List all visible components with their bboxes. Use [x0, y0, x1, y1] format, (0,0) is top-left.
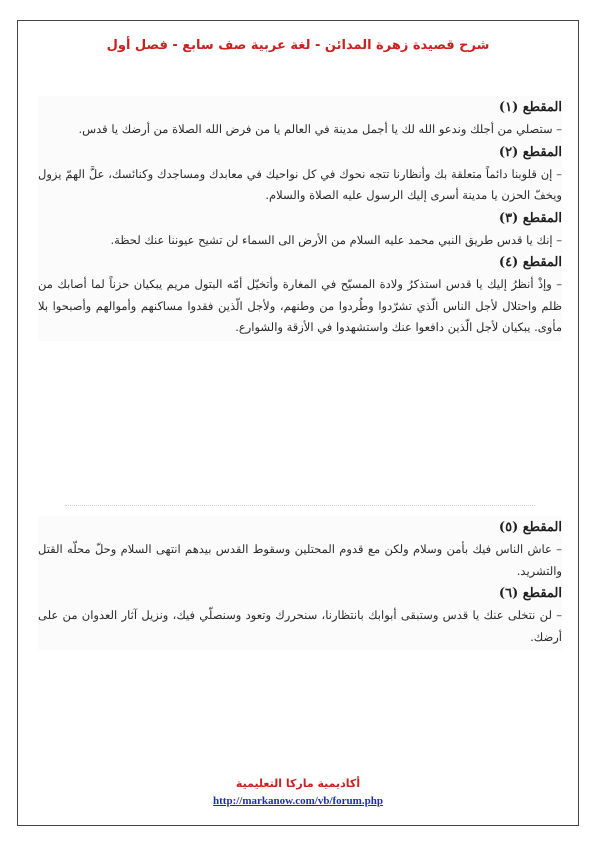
footer-forum-link[interactable]: http://markanow.com/vb/forum.php — [213, 795, 383, 807]
section-text: – إن قلوبنا دائماً متعلقة بك وأنظارنا تتجه نحوك في كل نواحيك في معابدك ومساجدك وكنائسك، علَّ الهمّ يزول ويخفّ الحزن يا مدينة أسرى إليك الرسول عليه الصلاة والسلام. — [38, 166, 562, 202]
section-text: – لن نتخلى عنك يا قدس وستبقى أبوابك بانتظارنا، سنحررك وتعود وسنصلّي فيك، ونزيل آثار العدوان من على أرضك. — [38, 608, 562, 644]
section-1 — [38, 98, 562, 141]
section-heading: المقطع (٥) — [498, 520, 562, 535]
section-heading: المقطع (٢) — [498, 144, 562, 160]
section-heading: المقطع (٤) — [498, 255, 562, 270]
section-3 — [38, 209, 562, 252]
section-divider — [65, 505, 535, 506]
footer-academy-name: أكاديمية ماركا التعليمية — [235, 777, 361, 790]
section-heading: المقطع (٣) — [498, 210, 562, 226]
section-2 — [38, 143, 562, 207]
section-heading: المقطع (١) — [498, 100, 562, 115]
section-5 — [38, 518, 562, 582]
section-heading: المقطع (٦) — [498, 586, 562, 601]
content-block-1 — [38, 96, 562, 341]
section-6 — [38, 584, 562, 648]
page-title: شرح قصيدة زهرة المدائن - لغة عربية صف سابع - فصل أول — [106, 38, 490, 53]
content-block-2 — [38, 516, 562, 650]
section-4 — [38, 253, 562, 339]
section-text: – إنك يا قدس طريق النبي محمد عليه السلام من الأرض الى السماء لن تشيح عيوننا عنك لحظة. — [110, 232, 562, 247]
section-text: – وإذْ أنظرُ إليك يا قدس استذكرُ ولادة المسيّح في المغارة وأتخيّل أمّه البتول مريم يبكيان حزناً لما أصابك من ظلم واحتلال لأجل الناس الّذي تشرّدوا وطُردوا من وطنهم، ولأجل الّذين فقدوا مساكنهم وأموالهم وأصبحوا بلا مأوى. يبكيان لأجل الّذين دافعوا عنك واستشهدوا في الأزقة والشوارع. — [38, 277, 562, 334]
section-text: – عاش الناس فيك بأمن وسلام ولكن مع قدوم المحتلين وسقوط القدس بيدهم انتهى السلام وحلّ محلّه القتل والتشريد. — [38, 542, 562, 578]
section-text: – ستصلي من أجلك وندعو الله لك يا أجمل مدينة في العالم يا من فرض الله الصلاة من أرضك يا قدس. — [78, 122, 562, 136]
